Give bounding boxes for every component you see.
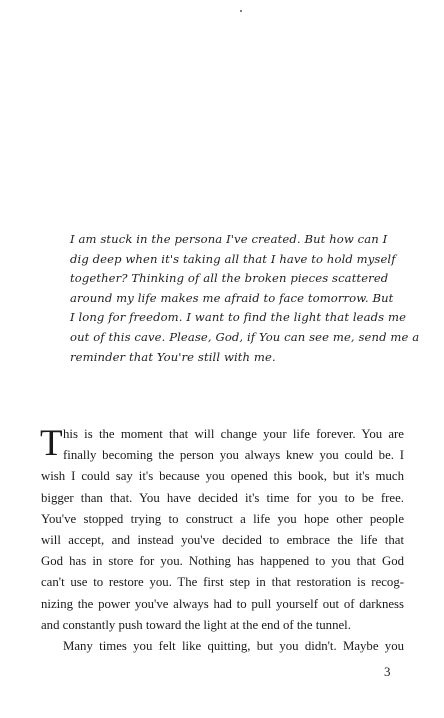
body-line: bigger than that. You have decided it's time for you to be free. [41,490,404,505]
body-line: nizing the power you've always had to pull yourself out of darkness [41,596,404,611]
prayer-line: together? Thinking of all the broken pieces scattered [70,271,389,286]
body-line: finally becoming the person you always knew you could be. I [63,448,404,463]
body-line: and constantly push toward the light at the end of the tunnel. [41,617,351,632]
page-speck [240,10,242,12]
body-line: Many times you felt like quitting, but you didn't. Maybe you [63,639,404,654]
drop-cap: T [40,423,63,464]
body-line: his is the moment that will change your life forever. You are [63,427,404,441]
prayer-line: I am stuck in the persona I've created. But how can I [70,232,388,246]
body-line: God has in store for you. Nothing has happened to you that God [41,554,404,569]
prayer-line: reminder that You're still with me. [70,349,276,364]
prayer-passage [70,230,420,367]
body-line: You've stopped trying to construct a life you hope other people [41,511,404,526]
body-line: will accept, and instead you've decided to embrace the life that [41,533,404,548]
paragraph-2 [41,636,404,657]
prayer-line: dig deep when it's taking all that I have to hold myself [70,251,396,266]
paragraph-1 [41,424,404,636]
prayer-line: out of this cave. Please, God, if You can see me, send me a [70,329,420,344]
body-text [41,424,404,657]
body-line: wish I could say it's because you opened this book, but it's much [41,469,404,484]
page-number: 3 [384,664,391,679]
prayer-line: around my life makes me afraid to face tomorrow. But [70,290,394,305]
body-line: can't use to restore you. The first step in that restoration is recog- [41,575,404,590]
prayer-line: I long for freedom. I want to find the light that leads me [70,310,407,325]
